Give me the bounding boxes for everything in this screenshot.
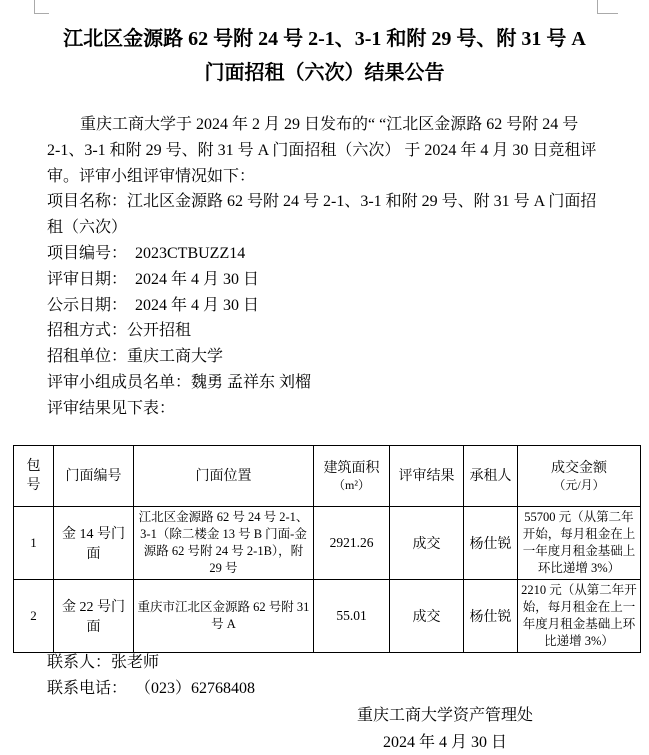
cell-deal-amount: 55700 元（从第二年开始，每月租金在上一年度月租金基础上环比递增 3%）: [518, 507, 641, 580]
margin-crop-mark-right: [597, 0, 618, 14]
signature-block: [245, 703, 645, 755]
results-table: [13, 445, 641, 653]
header-deal-amount: 成交金额 （元/月）: [518, 446, 641, 507]
cell-building-area: 55.01: [314, 580, 390, 653]
contact-phone: 联系电话： （023）62768408: [47, 680, 256, 697]
body-line-rental-method: 招租方式：公开招租: [47, 322, 192, 340]
header-storefront-number: 门面编号: [54, 446, 134, 507]
body-line: 租（六次）: [47, 219, 128, 237]
body-line: 审。评审小组评审情况如下：: [47, 167, 256, 185]
body-line: 2-1、3-1 和附 29 号、附 31 号 A 门面招租（六次） 于 2024 年 4 月 30 日竞租评: [47, 141, 597, 159]
document-title-line2: 门面招租（六次）结果公告: [204, 62, 445, 84]
cell-storefront-location: 重庆市江北区金源路 62 号附 31 号 A: [134, 580, 314, 653]
body-line-project-number: 项目编号： 2023CTBUZZ14: [47, 244, 246, 262]
cell-package-number: 1: [14, 507, 54, 580]
body-line-project-name: 项目名称：江北区金源路 62 号附 24 号 2-1、3-1 和附 29 号、附 31 号 A 门面招: [47, 193, 597, 211]
cell-building-area: 2921.26: [314, 507, 390, 580]
cell-review-result: 成交: [390, 580, 464, 653]
cell-package-number: 2: [14, 580, 54, 653]
header-package-number: 包号: [14, 446, 54, 507]
cell-review-result: 成交: [390, 507, 464, 580]
body-line: 重庆工商大学于 2024 年 2 月 29 日发布的“ “江北区金源路 62 号附 24 号: [80, 116, 579, 133]
cell-storefront-number: 金 14 号门面: [54, 507, 134, 580]
contact-person: 联系人：张老师: [47, 654, 160, 671]
body-line-table-intro: 评审结果见下表：: [47, 399, 176, 417]
cell-storefront-location: 江北区金源路 62 号 24 号 2-1、3-1（除二楼金 13 号 B 门面-金源路 62 号附 24 号 2-1B），附 29 号: [134, 507, 314, 580]
table-row: [14, 507, 641, 580]
body-line-publicity-date: 公示日期： 2024 年 4 月 30 日: [47, 296, 260, 314]
header-lessee: 承租人: [464, 446, 518, 507]
header-review-result: 评审结果: [390, 446, 464, 507]
signature-organization: 重庆工商大学资产管理处: [356, 707, 533, 724]
cell-storefront-number: 金 22 号门面: [54, 580, 134, 653]
signature-date: 2024 年 4 月 30 日: [382, 733, 507, 751]
header-building-area: 建筑面积 （m²）: [314, 446, 390, 507]
cell-lessee: 杨仕锐: [464, 580, 518, 653]
body-line-rental-unit: 招租单位：重庆工商大学: [47, 348, 224, 366]
body-line-review-date: 评审日期： 2024 年 4 月 30 日: [47, 270, 260, 288]
table-row: [14, 580, 641, 653]
cell-lessee: 杨仕锐: [464, 507, 518, 580]
cell-deal-amount: 2210 元（从第二年开始，每月租金在上一年度月租金基础上环比递增 3%）: [518, 580, 641, 653]
header-storefront-location: 门面位置: [134, 446, 314, 507]
margin-crop-mark-left: [34, 0, 49, 14]
table-header-row: [14, 446, 641, 507]
document-body: [47, 112, 607, 422]
body-line-review-panel: 评审小组成员名单：魏勇 孟祥东 刘榴: [47, 373, 312, 391]
document-title: [0, 22, 649, 90]
document-title-line1: 江北区金源路 62 号附 24 号 2-1、3-1 和附 29 号、附 31 号 A: [63, 28, 586, 50]
